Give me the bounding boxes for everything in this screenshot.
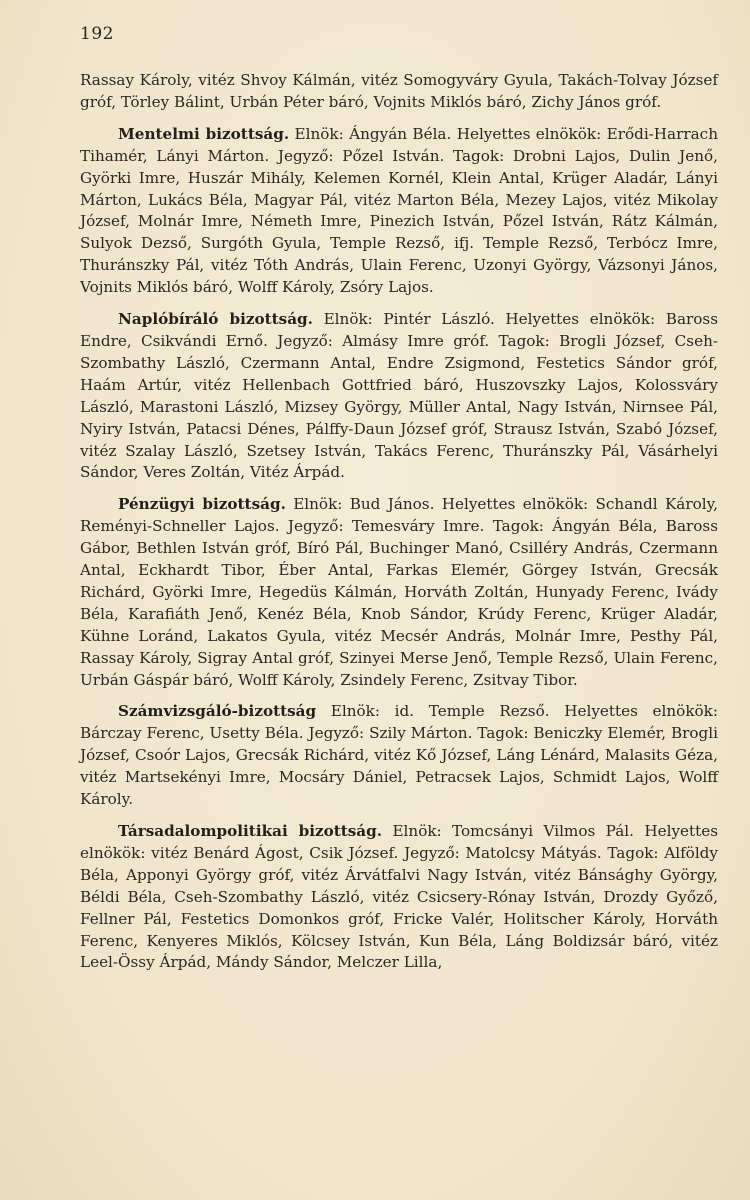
paragraph-text: Elnök: Ángyán Béla. Helyettes elnökök: Erődi-Harrach Tihamér, Lányi Márton. Jegyző: Pőzel István. Tagok: Drobni Lajos, Dulin Jenő, Györki Imre, Huszár Mihály, Kelemen Kornél, Klein Antal, Krüger Aladár, Lányi Márton, Lukács Béla, Magyar Pál, vitéz Marton Béla, Mezey Lajos, vitéz Mikolay József, Molnár Imre, Németh Imre, Pinezich István, Pőzel István, Rátz Kálmán, Sulyok Dezső, Surgóth Gyula, Temple Rezső, ifj. Temple Rezső, Terbócz Imre, Thuránszky Pál, vitéz Tóth András, Ulain Ferenc, Uzonyi György, Vázsonyi János, Vojnits Miklós báró, Wolff Károly, Zsóry Lajos.	[80, 124, 718, 297]
paragraph-text: Elnök: Pintér László. Helyettes elnökök: Baross Endre, Csikvándi Ernő. Jegyző: Almásy Imre gróf. Tagok: Brogli József, Cseh-Szombathy László, Czermann Antal, Endre Zsigmond, Festetics Sándor gróf, Haám Artúr, vitéz Hellenbach Gottfried báró, Huszovszky Lajos, Kolossváry László, Marastoni László, Mizsey György, Müller Antal, Nagy István, Nirnsee Pál, Nyiry István, Patacsi Dénes, Pálffy-Daun József gróf, Strausz István, Szabó József, vitéz Szalay László, Szetsey István, Takács Ferenc, Thuránszky Pál, Vásárhelyi Sándor, Veres Zoltán, Vitéz Árpád.	[80, 310, 718, 482]
paragraph-heading: Mentelmi bizottság.	[118, 124, 290, 143]
paragraph-text: Elnök: id. Temple Rezső. Helyettes elnökök: Bárczay Ferenc, Usetty Béla. Jegyző: Szily Márton. Tagok: Beniczky Elemér, Brogli József, Csoór Lajos, Grecsák Richárd, vitéz Kő József, Láng Lénárd, Malasits Géza, vitéz Martsekényi Imre, Mocsáry Dániel, Petracsek Lajos, Schmidt Lajos, Wolff Károly.	[80, 702, 718, 809]
body-text	[80, 70, 718, 984]
paragraph-penzugyi	[80, 494, 718, 691]
paragraph-heading: Társadalompolitikai bizottság.	[118, 822, 383, 840]
paragraph-mentelmi	[80, 124, 718, 299]
paragraph-heading: Naplóbíráló bizottság.	[118, 310, 313, 329]
paragraph-tarsadalompolitikai	[80, 821, 718, 974]
paragraph-text: Elnök: Tomcsányi Vilmos Pál. Helyettes elnökök: vitéz Benárd Ágost, Csik József. Jegyző: Matolcsy Mátyás. Tagok: Alföldy Béla, Apponyi György gróf, vitéz Árvátfalvi Nagy István, vitéz Bánsághy György, Béldi Béla, Cseh-Szombathy László, vitéz Csicsery-Rónay István, Drozdy Győző, Fellner Pál, Festetics Domonkos gróf, Fricke Valér, Holitscher Károly, Horváth Ferenc, Kenyeres Miklós, Kölcsey István, Kun Béla, Láng Boldizsár báró, vitéz Leel-Össy Árpád, Mándy Sándor, Melczer Lilla,	[80, 822, 718, 972]
paragraph-text: Rassay Károly, vitéz Shvoy Kálmán, vitéz Somogyváry Gyula, Takách-Tolvay József gróf, Törley Bálint, Urbán Péter báró, Vojnits Miklós báró, Zichy János gróf.	[80, 71, 718, 111]
paragraph-text: Elnök: Bud János. Helyettes elnökök: Schandl Károly, Reményi-Schneller Lajos. Jegyző: Temesváry Imre. Tagok: Ángyán Béla, Baross Gábor, Bethlen István gróf, Bíró Pál, Buchinger Manó, Csilléry András, Czermann Antal, Eckhardt Tibor, Éber Antal, Farkas Elemér, Görgey István, Grecsák Richárd, Györki Imre, Hegedüs Kálmán, Horváth Zoltán, Hunyady Ferenc, Ivády Béla, Karafiáth Jenő, Kenéz Béla, Knob Sándor, Krúdy Ferenc, Krüger Aladár, Kühne Loránd, Lakatos Gyula, vitéz Mecsér András, Molnár Imre, Pesthy Pál, Rassay Károly, Sigray Antal gróf, Szinyei Merse Jenő, Temple Rezső, Ulain Ferenc, Urbán Gáspár báró, Wolff Károly, Zsindely Ferenc, Zsitvay Tibor.	[80, 495, 719, 689]
page-number: 192	[80, 24, 114, 44]
paragraph-naplobiralo	[80, 309, 718, 484]
paragraph-heading: Pénzügyi bizottság.	[118, 495, 286, 514]
paragraph-heading: Számvizsgáló-bizottság	[118, 702, 317, 721]
paragraph-continuation	[80, 70, 718, 114]
paragraph-szamvizsgalo	[80, 701, 718, 811]
